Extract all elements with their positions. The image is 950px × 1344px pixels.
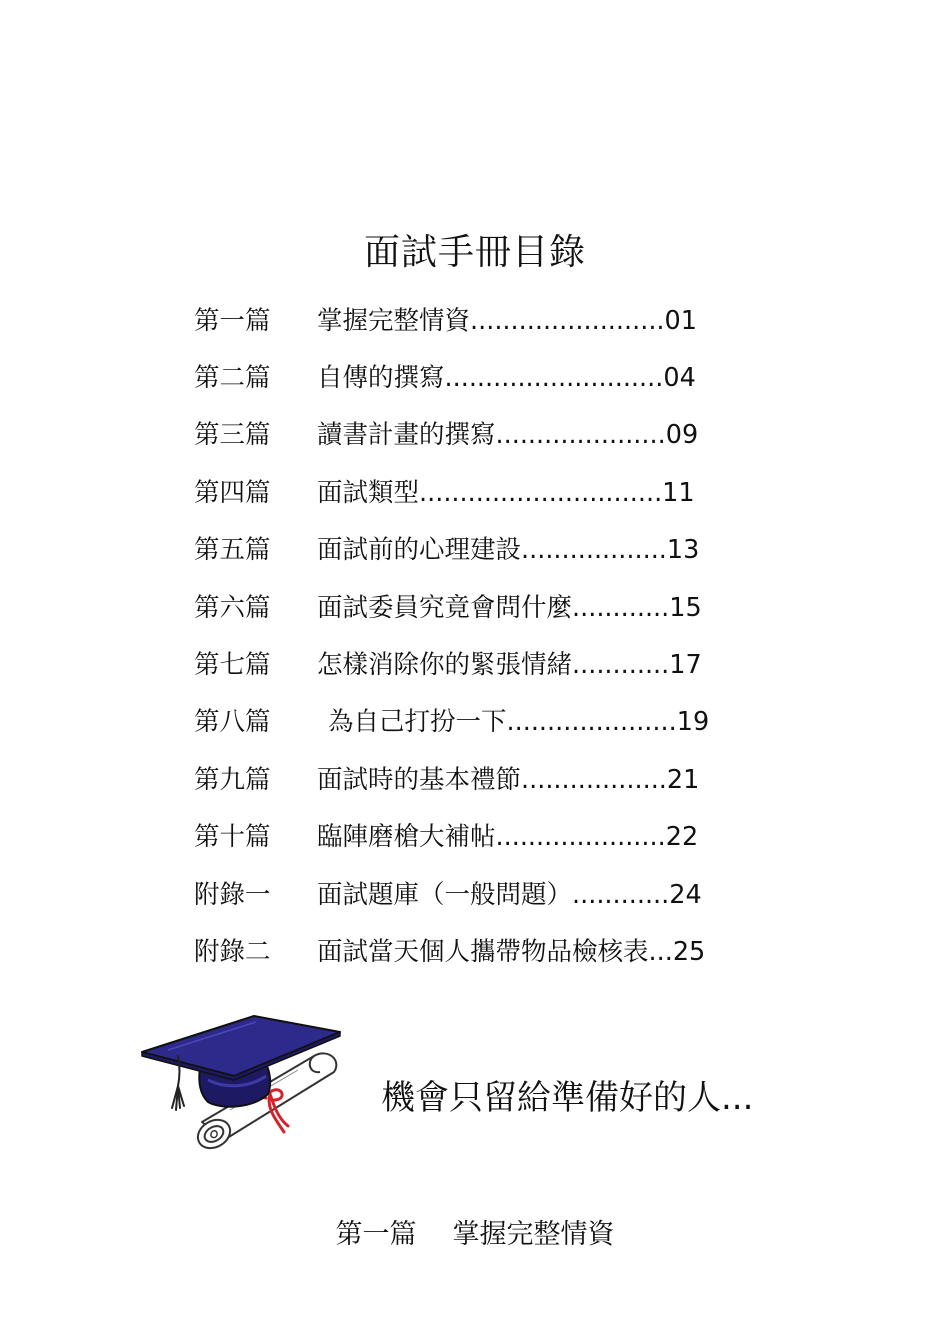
page-title: 面試手冊目錄 [363,232,586,274]
toc-entry[interactable] [194,462,814,519]
table-of-contents [194,290,814,979]
toc-chapter-label: 第六篇 [194,592,271,623]
toc-appendix-label: 附錄二 [194,936,271,967]
toc-chapter-label: 第九篇 [194,764,271,795]
toc-chapter-title: 讀書計畫的撰寫.....................09 [317,420,699,451]
graduation-cap-diploma-icon [138,1010,353,1170]
toc-chapter-title: 面試類型..............................11 [317,477,695,508]
toc-chapter-label: 第二篇 [194,363,271,394]
toc-entry[interactable] [194,405,814,462]
tagline: 機會只留給準備好的人... [381,1078,754,1118]
toc-chapter-label: 第七篇 [194,650,271,681]
toc-appendix-title: 面試題庫（一般問題）............24 [317,879,702,910]
toc-chapter-title: 自傳的撰寫...........................04 [317,363,696,394]
toc-chapter-label: 第四篇 [194,477,271,508]
toc-chapter-title: 面試前的心理建設..................13 [317,535,700,566]
next-section-heading [0,1212,950,1251]
toc-entry[interactable] [194,290,814,347]
toc-chapter-label: 第一篇 [194,305,271,336]
toc-appendix-title: 面試當天個人攜帶物品檢核表...25 [317,936,706,967]
toc-chapter-title: 怎樣消除你的緊張情緒............17 [317,650,702,681]
toc-entry[interactable] [194,921,814,978]
toc-chapter-title: 臨陣磨槍大補帖.....................22 [317,822,699,853]
toc-appendix-label: 附錄一 [194,879,271,910]
toc-entry[interactable] [194,807,814,864]
toc-chapter-title: 面試時的基本禮節..................21 [317,764,700,795]
toc-chapter-label: 第三篇 [194,420,271,451]
toc-chapter-label: 第八篇 [194,707,271,738]
toc-entry[interactable] [194,634,814,691]
toc-entry[interactable] [194,577,814,634]
next-section-label: 第一篇 [335,1219,417,1250]
toc-entry[interactable] [194,347,814,404]
next-section-title: 掌握完整情資 [452,1219,615,1250]
toc-chapter-title: 掌握完整情資........................01 [317,305,697,336]
toc-chapter-label: 第五篇 [194,535,271,566]
toc-entry[interactable] [194,749,814,806]
toc-chapter-label: 第十篇 [194,822,271,853]
toc-chapter-title: 為自己打扮一下.....................19 [328,707,710,738]
toc-chapter-title: 面試委員究竟會問什麼............15 [317,592,702,623]
toc-entry[interactable] [194,520,814,577]
toc-entry[interactable] [194,864,814,921]
toc-entry[interactable] [194,692,814,749]
